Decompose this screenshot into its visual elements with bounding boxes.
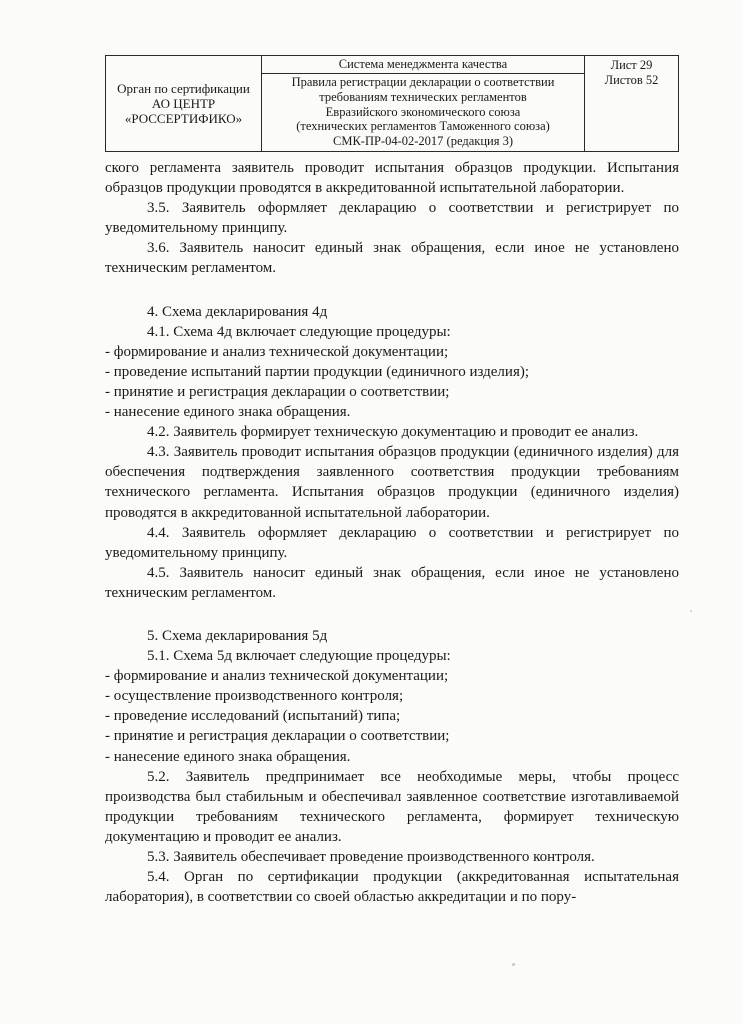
paragraph: 4.2. Заявитель формирует техническую документацию и проводит ее анализ. xyxy=(147,424,639,441)
paragraph: 5.3. Заявитель обеспечивает проведение производственного контроля. xyxy=(147,849,595,865)
paragraph: - проведение исследований (испытаний) типа; xyxy=(105,708,401,725)
paragraph: - принятие и регистрация декларации о соответствии; xyxy=(105,728,450,745)
section-gap xyxy=(105,603,679,626)
section-gap xyxy=(105,279,679,302)
paragraph: 3.6. Заявитель наносит единый знак обращения, если иное не установлено техническим регламентом. xyxy=(105,240,679,277)
sheet-number: Лист 29 xyxy=(610,58,653,72)
document-title-cell xyxy=(262,74,584,151)
paragraph: 4.4. Заявитель оформляет декларацию о соответствии и регистрирует по уведомительному принципу. xyxy=(105,524,679,561)
paragraph: ского регламента заявитель проводит испытания образцов продукции. Испытания образцов продукции проводятся в аккредитованной испытательной лаборатории. xyxy=(105,160,679,197)
doc-code: СМК-ПР-04-02-2017 (редакция 3) xyxy=(333,134,513,149)
org-line: АО ЦЕНТР xyxy=(151,96,216,111)
paragraph: - нанесение единого знака обращения. xyxy=(105,748,351,765)
doc-title-line: Евразийского экономического союза xyxy=(325,104,521,119)
paragraph: 5.1. Схема 5д включает следующие процедуры: xyxy=(147,648,451,665)
paragraph: 4. Схема декларирования 4д xyxy=(147,303,328,320)
document-header-table xyxy=(105,55,679,152)
paragraph: 4.1. Схема 4д включает следующие процедуры: xyxy=(147,323,451,340)
certification-body-cell xyxy=(106,56,262,151)
paragraph: - нанесение единого знака обращения. xyxy=(105,404,351,421)
doc-title-line: Правила регистрации декларации о соответствии xyxy=(291,75,555,89)
paragraph: - принятие и регистрация декларации о соответствии; xyxy=(105,383,450,400)
doc-title-line: (технических регламентов Таможенного союза) xyxy=(296,119,550,134)
sheet-cell xyxy=(584,56,678,151)
scan-speck xyxy=(512,963,515,966)
paragraph: 5.4. Орган по сертификации продукции (аккредитованная испытательная лаборатория), в соответствии со своей областью аккредитации и по пору- xyxy=(105,869,679,906)
paragraph: 5. Схема декларирования 5д xyxy=(147,627,328,644)
org-line: Орган по сертификации xyxy=(117,81,250,96)
paragraph: 4.3. Заявитель проводит испытания образцов продукции (единичного изделия) для обеспечения подтверждения заявленного соответствия продукции требованиям технического регламента. Испытания образцов продукции (единичного изделия) проводятся в аккредитованной испытательной лаборатории. xyxy=(105,444,679,521)
org-line: «РОССЕРТИФИКО» xyxy=(124,111,243,126)
doc-title-line: требованиям технических регламентов xyxy=(319,89,527,104)
paragraph: - осуществление производственного контроля; xyxy=(105,688,404,705)
paragraph: 5.2. Заявитель предпринимает все необходимые меры, чтобы процесс производства был стабильным и обеспечивал заявленное соответствие изготавливаемой продукции требованиям технического регламента, формирует техническую документацию и проводит ее анализ. xyxy=(105,768,679,845)
paragraph: - формирование и анализ технической документации; xyxy=(105,668,449,685)
scan-speck xyxy=(690,610,692,612)
paragraph: 3.5. Заявитель оформляет декларацию о соответствии и регистрирует по уведомительному принципу. xyxy=(105,200,679,237)
quality-system-cell: Система менеджмента качества xyxy=(262,56,584,74)
paragraph: - проведение испытаний партии продукции (единичного изделия); xyxy=(105,363,530,380)
document-body xyxy=(105,158,679,907)
paragraph: 4.5. Заявитель наносит единый знак обращения, если иное не установлено техническим регламентом. xyxy=(105,564,679,601)
paragraph: - формирование и анализ технической документации; xyxy=(105,343,449,360)
sheet-total: Листов 52 xyxy=(604,73,659,87)
